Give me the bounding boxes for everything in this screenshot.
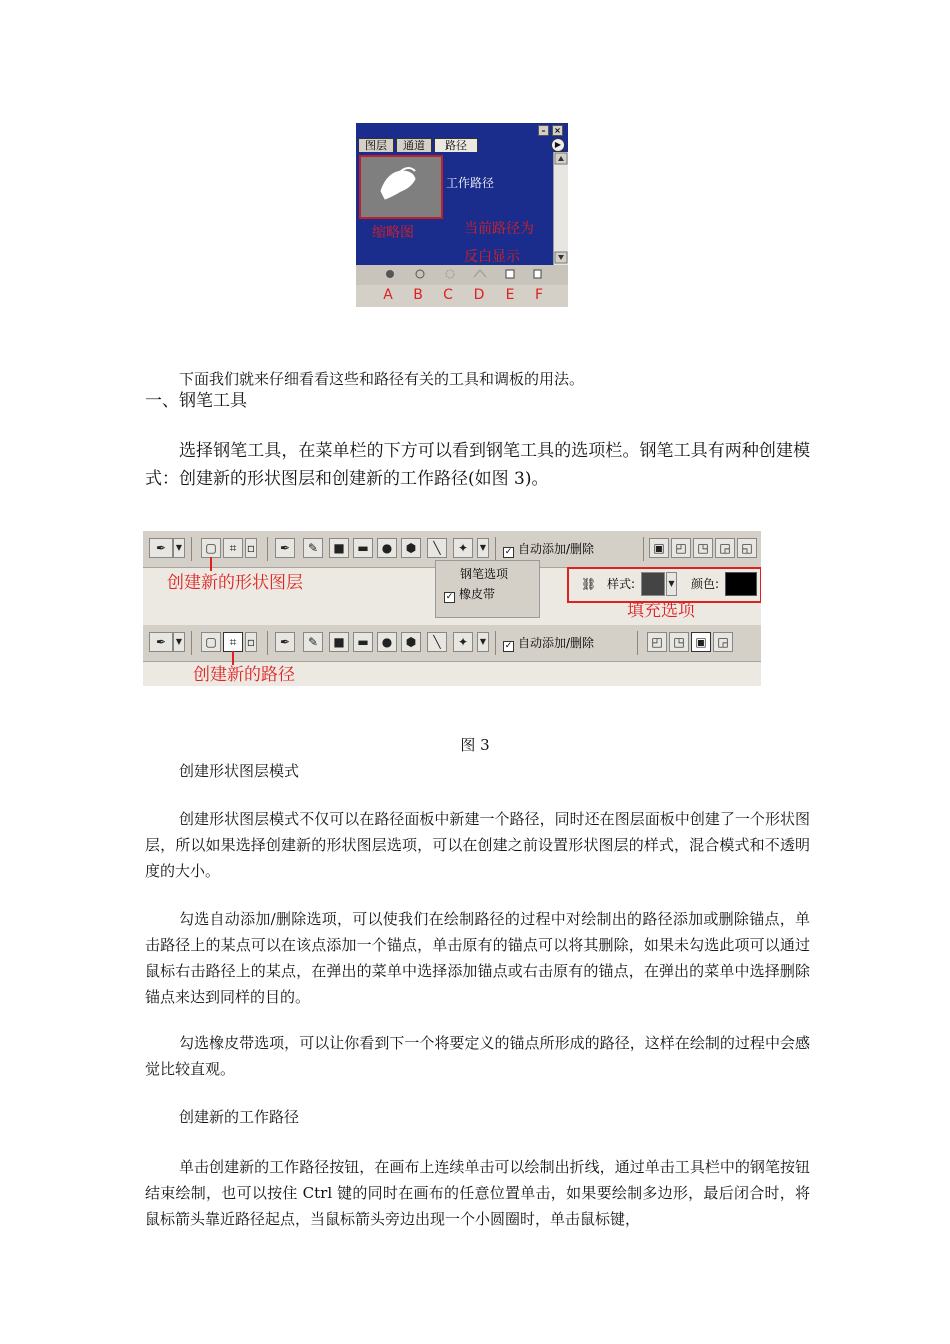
style-swatch-icon	[641, 572, 665, 596]
xor-mode-icon: ◱	[737, 538, 757, 558]
minimize-icon: –	[538, 125, 549, 136]
pen-icon: ✒	[275, 538, 295, 558]
close-icon: ×	[552, 125, 563, 136]
chevron-down-icon: ▼	[173, 632, 185, 652]
letter-c: C	[443, 287, 453, 303]
fill-options-box	[567, 567, 761, 603]
label-current-path-1: 当前路径为	[464, 221, 534, 237]
custom-shape-icon: ✦	[453, 538, 473, 558]
divider	[191, 537, 192, 561]
polygon-icon: ⬢	[401, 538, 421, 558]
divider	[495, 537, 496, 561]
divider	[191, 631, 192, 655]
panel-titlebar	[356, 123, 568, 136]
section-heading: 一、钢笔工具	[145, 391, 247, 411]
freeform-pen-icon: ✎	[303, 632, 323, 652]
freeform-pen-icon: ✎	[303, 538, 323, 558]
panel-tabs	[356, 136, 568, 152]
paths-list	[356, 152, 553, 265]
pen-options-figure	[143, 531, 761, 686]
paths-panel-figure	[356, 123, 568, 307]
combine-mode-icon: ▣	[649, 538, 669, 558]
letter-a: A	[383, 287, 393, 303]
pointer-line	[232, 651, 234, 665]
letter-f: F	[534, 287, 544, 303]
paths-mode-icon: ⌗	[223, 538, 243, 558]
rubber-band-checkbox: ✓ 橡皮带	[445, 587, 496, 602]
letter-e: E	[505, 287, 515, 303]
label-fill-options: 填充选项	[627, 601, 695, 621]
pen-icon: ✒	[275, 632, 295, 652]
color-label: 颜色:	[691, 577, 720, 591]
options-bar-paths	[143, 625, 761, 662]
color-swatch	[725, 572, 757, 596]
path-thumbnail	[359, 155, 443, 219]
rectangle-icon: ■	[329, 538, 349, 558]
intersect-path-area-icon: ▣	[691, 632, 711, 652]
ellipse-icon: ●	[377, 538, 397, 558]
label-thumbnail: 缩略图	[372, 225, 414, 241]
path-shape-icon	[361, 157, 441, 217]
subheading-new-work-path: 创建新的工作路径	[179, 1108, 300, 1126]
label-current-path-2: 反白显示	[464, 249, 520, 265]
fill-pixels-icon: ▫	[245, 632, 257, 652]
exclude-mode-icon: ◲	[715, 538, 735, 558]
letter-b: B	[413, 287, 423, 303]
path-name: 工作路径	[446, 176, 495, 190]
tab-layers: 图层	[358, 138, 394, 152]
tab-channels: 通道	[396, 138, 432, 152]
pen-options-title: 钢笔选项	[460, 567, 509, 581]
paths-mode-icon: ⌗	[223, 632, 243, 652]
exclude-path-area-icon: ◲	[713, 632, 733, 652]
auto-add-delete-checkbox: ✓ 自动添加/删除	[504, 542, 595, 557]
pen-tool-icon: ✒	[149, 538, 173, 558]
intersect-mode-icon: ◳	[693, 538, 713, 558]
chevron-down-icon: ▼	[173, 538, 185, 558]
pen-tool-paragraph: 选择钢笔工具，在菜单栏的下方可以看到钢笔工具的选项栏。钢笔工具有两种创建模式：创建新的形状图层和创建新的工作路径(如图 3)。	[145, 441, 810, 489]
chevron-down-icon: ▼	[477, 538, 489, 558]
line-icon: ╲	[427, 538, 447, 558]
shape-layers-icon: ▢	[201, 632, 221, 652]
letter-d: D	[473, 287, 485, 303]
figure-caption: 图 3	[460, 736, 490, 754]
paragraph-auto-add-delete: 勾选自动添加/删除选项，可以使我们在绘制路径的过程中对绘制出的路径添加或删除锚点，单击路径上的某点可以在该点添加一个锚点，单击原有的锚点可以将其删除，如果未勾选此项可以通过鼠标右击路径上的某点，在弹出的菜单中选择添加锚点或右击原有的锚点，在弹出的菜单中选择删除锚点来达到同样的目的。	[145, 910, 810, 1006]
checkmark-icon: ✓	[445, 592, 454, 602]
divider	[643, 537, 644, 561]
panel-bottom-bar	[356, 265, 568, 285]
pointer-line	[210, 557, 212, 571]
subtract-mode-icon: ◰	[671, 538, 691, 558]
rounded-rect-icon: ▬	[353, 538, 373, 558]
panel-menu-arrow-icon: ▶	[551, 138, 565, 152]
subtract-path-area-icon: ◳	[669, 632, 689, 652]
chevron-down-icon: ▼	[666, 572, 677, 596]
label-new-path: 创建新的路径	[193, 665, 295, 685]
panel-buttons-icon	[356, 265, 568, 285]
divider	[495, 631, 496, 655]
shape-layers-icon: ▢	[201, 538, 221, 558]
tab-paths: 路径	[434, 138, 478, 152]
chevron-down-icon: ▼	[477, 632, 489, 652]
style-label: 样式:	[607, 577, 636, 591]
divider	[267, 631, 268, 655]
ellipse-icon: ●	[377, 632, 397, 652]
link-icon: ⛓	[581, 577, 597, 591]
custom-shape-icon: ✦	[453, 632, 473, 652]
polygon-icon: ⬢	[401, 632, 421, 652]
paragraph-shape-layer: 创建形状图层模式不仅可以在路径面板中新建一个路径，同时还在图层面板中创建了一个形状图层，所以如果选择创建新的形状图层选项，可以在创建之前设置形状图层的样式，混合模式和不透明度的大小。	[145, 810, 810, 880]
auto-add-delete-checkbox: ✓ 自动添加/删除	[504, 636, 595, 651]
checkmark-icon: ✓	[504, 641, 513, 651]
add-path-area-icon: ◰	[647, 632, 667, 652]
checkmark-icon: ✓	[504, 547, 513, 557]
scroll-arrows-icon	[554, 152, 568, 265]
fill-pixels-icon: ▫	[245, 538, 257, 558]
paragraph-rubber-band: 勾选橡皮带选项，可以让你看到下一个将要定义的锚点所形成的路径，这样在绘制的过程中会感觉比较直观。	[145, 1034, 810, 1078]
rectangle-icon: ■	[329, 632, 349, 652]
pen-options-popup	[435, 560, 540, 618]
line-icon: ╲	[427, 632, 447, 652]
rounded-rect-icon: ▬	[353, 632, 373, 652]
divider	[267, 537, 268, 561]
intro-paragraph: 下面我们就来仔细看看这些和路径有关的工具和调板的用法。	[179, 370, 585, 388]
subheading-shape-layer-mode: 创建形状图层模式	[179, 762, 300, 780]
paragraph-new-work-path: 单击创建新的工作路径按钮，在画布上连续单击可以绘制出折线，通过单击工具栏中的钢笔按钮结束绘制，也可以按住 Ctrl 键的同时在画布的任意位置单击，如果要绘制多边形，最后闭合时，将鼠标箭头靠近路径起点，当鼠标箭头旁边出现一个小圆圈时，单击鼠标键，	[145, 1158, 810, 1228]
divider	[637, 631, 638, 655]
label-shape-layer: 创建新的形状图层	[167, 573, 303, 593]
pen-tool-icon: ✒	[149, 632, 173, 652]
panel-scrollbar	[553, 152, 568, 265]
